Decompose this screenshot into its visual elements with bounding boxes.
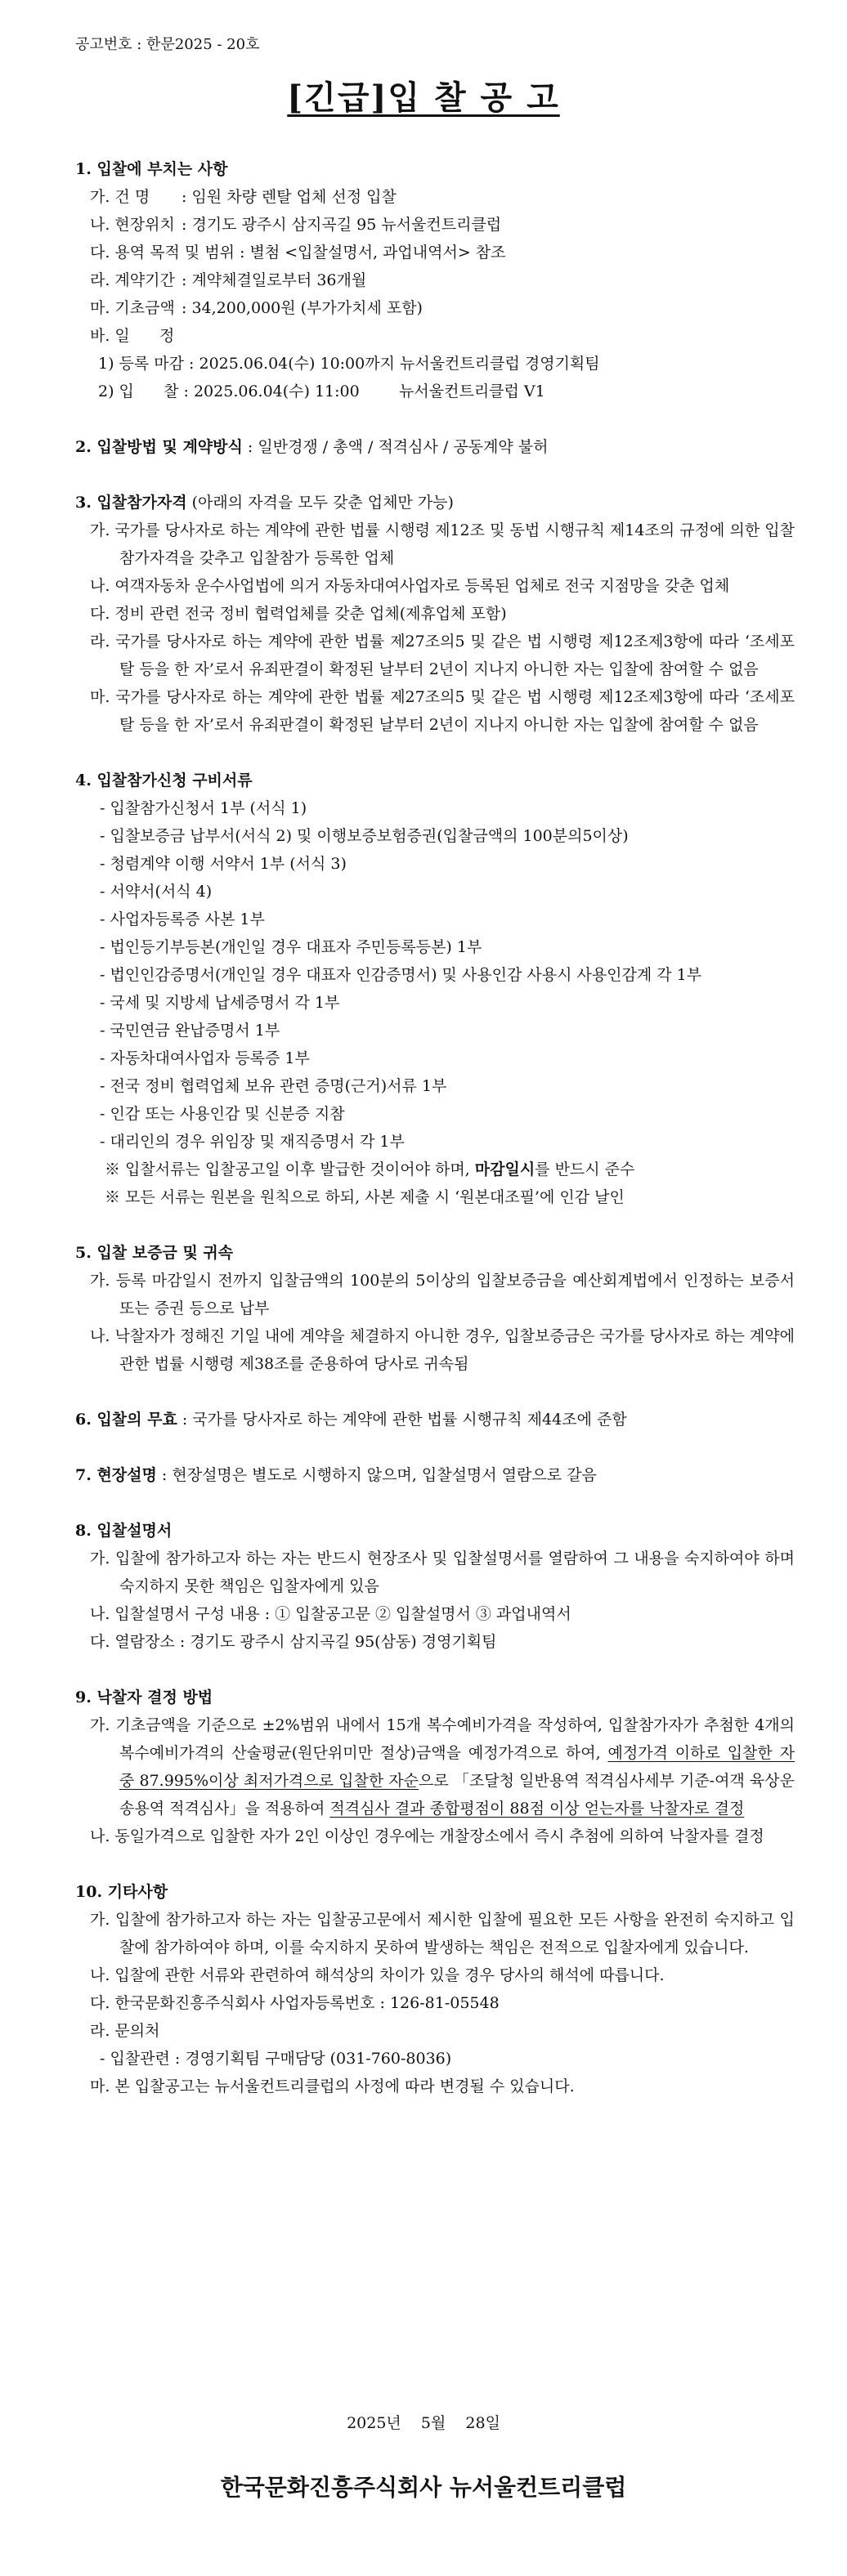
s1-item	[75, 294, 795, 322]
s8-item: 나. 입찰설명서 구성 내용 : ① 입찰공고문 ② 입찰설명서 ③ 과업내역서	[90, 1605, 571, 1623]
s4-note-deadline	[75, 1156, 795, 1183]
s10-item: 마. 본 입찰공고는 뉴서울컨트리클럽의 사정에 따라 변경될 수 있습니다.	[90, 2077, 575, 2095]
s3-item: 나. 여객자동차 운수사업법에 의거 자동차대여사업자로 등록된 업체로 전국 지점망을 갖춘 업체	[90, 577, 730, 595]
s9-text: 으로 「조달청 일반용역 적격심사세부 기준-여객 육상운송용역 적격심사」을 적용하여	[119, 1772, 795, 1818]
s4-item: - 국민연금 완납증명서 1부	[100, 1022, 280, 1040]
s1-item	[75, 322, 795, 350]
note-text: 를 반드시 준수	[535, 1161, 635, 1178]
s4-item: - 자동차대여사업자 등록증 1부	[100, 1049, 310, 1067]
s3-item: 가. 국가를 당사자로 하는 계약에 관한 법률 시행령 제12조 및 동법 시행규칙 제14조의 규정에 의한 입찰참가자격을 갖추고 입찰참가 등록한 업체	[90, 521, 795, 567]
section-7	[75, 1461, 795, 1489]
section-1	[75, 155, 795, 405]
section-4-heading: 4. 입찰참가신청 구비서류	[75, 771, 253, 789]
s3-item: 다. 정비 관련 전국 정비 협력업체를 갖춘 업체(제휴업체 포함)	[90, 605, 507, 623]
notice-body	[75, 155, 795, 2128]
section-7-heading: 7. 현장설명	[75, 1466, 157, 1484]
s8-item: 다. 열람장소 : 경기도 광주시 삼지곡길 95(삼동) 경영기획팀	[90, 1633, 497, 1651]
s4-item: - 전국 정비 협력업체 보유 관련 증명(근거)서류 1부	[100, 1077, 447, 1095]
s4-note-original: ※ 모든 서류는 원본을 원칙으로 하되, 사본 제출 시 ‘원본대조필’에 인감 날인	[105, 1188, 625, 1206]
s10-item: 다. 한국문화진흥주식회사 사업자등록번호 : 126-81-05548	[90, 1994, 500, 2012]
notice-date: 2025년 5월 28일	[347, 2414, 500, 2432]
s4-item: - 국세 및 지방세 납세증명서 각 1부	[100, 994, 340, 1012]
page-title	[0, 72, 847, 119]
s1-item-label: 마. 기초금액	[90, 299, 175, 317]
organization-name: 한국문화진흥주식회사 뉴서울컨트리클럽	[220, 2474, 627, 2501]
section-5-heading: 5. 입찰 보증금 및 귀속	[75, 1244, 234, 1262]
s1-item	[75, 239, 795, 266]
s10-contact: - 입찰관련 : 경영기획팀 구매담당 (031-760-8036)	[100, 2050, 452, 2068]
section-2	[75, 433, 795, 461]
s1-item-label: 바. 일 정	[90, 327, 175, 345]
section-5	[75, 1239, 795, 1378]
section-2-text: : 일반경쟁 / 총액 / 적격심사 / 공동계약 불허	[242, 438, 549, 456]
s5-item: 가. 등록 마감일시 전까지 입찰금액의 100분의 5이상의 입찰보증금을 예산회계법에서 인정하는 보증서 또는 증권 등으로 납부	[90, 1272, 795, 1317]
schedule-registration: 1) 등록 마감 : 2025.06.04(수) 10:00까지 뉴서울컨트리클럽 경영기획팀	[98, 355, 600, 373]
s1-item-label: 가. 건 명	[90, 188, 150, 206]
s10-item: 라. 문의처	[90, 2022, 160, 2040]
s4-item: - 청렴계약 이행 서약서 1부 (서식 3)	[100, 855, 347, 873]
section-10	[75, 1878, 795, 2100]
s1-item	[75, 266, 795, 294]
section-3-heading: 3. 입찰참가자격	[75, 494, 187, 512]
section-8-heading: 8. 입찰설명서	[75, 1522, 173, 1540]
section-6-heading: 6. 입찰의 무효	[75, 1411, 177, 1429]
section-7-text: : 현장설명은 별도로 시행하지 않으며, 입찰설명서 열람으로 갈음	[156, 1466, 597, 1484]
s4-item: - 법인등기부등본(개인일 경우 대표자 주민등록등본) 1부	[100, 938, 482, 956]
s1-item	[75, 183, 795, 211]
note-text: ※ 입찰서류는 입찰공고일 이후 발급한 것이어야 하며,	[105, 1161, 475, 1178]
section-6	[75, 1406, 795, 1433]
s1-item-value: : 34,200,000원 (부가가치세 포함)	[182, 299, 423, 317]
note-emphasis: 마감일시	[474, 1161, 536, 1178]
s4-item: - 대리인의 경우 위임장 및 재직증명서 각 1부	[100, 1133, 405, 1151]
s1-item-label: 라. 계약기간	[90, 271, 175, 289]
s1-item-value: : 계약체결일로부터 36개월	[182, 271, 367, 289]
s4-item: - 서약서(서식 4)	[100, 883, 213, 901]
s9-underlined: 적격심사 결과 종합평점이 88점 이상 얻는자를 낙찰자로 결정	[329, 1800, 745, 1818]
section-3-subtitle: (아래의 자격을 모두 갖춘 업체만 가능)	[186, 494, 454, 512]
s5-item: 나. 낙찰자가 정해진 기일 내에 계약을 체결하지 아니한 경우, 입찰보증금은 국가를 당사자로 하는 계약에 관한 법률 시행령 제38조를 준용하여 당사로 귀속됨	[90, 1327, 795, 1373]
s9-underlined: 예정가격 이하로 입찰한 자 중 87.995%이상 최저가격으로 입찰한 자순	[119, 1744, 795, 1790]
section-9	[75, 1684, 795, 1850]
s10-item: 가. 입찰에 참가하고자 하는 자는 입찰공고문에서 제시한 입찰에 필요한 모든 사항을 완전히 숙지하고 입찰에 참가하여야 하며, 이를 숙지하지 못하여 발생하는 책임은 전적으로 입찰자에게 있습니다.	[90, 1911, 795, 1957]
section-6-text: : 국가를 당사자로 하는 계약에 관한 법률 시행규칙 제44조에 준함	[177, 1411, 627, 1429]
s1-item-label: 다. 용역 목적 및 범위	[90, 244, 235, 262]
s9-item-na: 나. 동일가격으로 입찰한 자가 2인 이상인 경우에는 개찰장소에서 즉시 추첨에 의하여 낙찰자를 결정	[90, 1827, 764, 1845]
section-1-heading: 1. 입찰에 부치는 사항	[75, 160, 228, 178]
s4-item: - 법인인감증명서(개인일 경우 대표자 인감증명서) 및 사용인감 사용시 사용인감계 각 1부	[100, 966, 702, 984]
notice-number: 공고번호 : 한문2025 - 20호	[75, 36, 260, 53]
s8-item: 가. 입찰에 참가하고자 하는 자는 반드시 현장조사 및 입찰설명서를 열람하여 그 내용을 숙지하여야 하며 숙지하지 못한 책임은 입찰자에게 있음	[90, 1550, 795, 1595]
s10-item: 나. 입찰에 관한 서류와 관련하여 해석상의 차이가 있을 경우 당사의 해석에 따릅니다.	[90, 1966, 665, 1984]
schedule-bidding: 2) 입 찰 : 2025.06.04(수) 11:00 뉴서울컨트리클럽 V1	[98, 382, 545, 400]
s1-item-label: 나. 현장위치	[90, 216, 175, 234]
section-4	[75, 767, 795, 1211]
s1-item	[75, 211, 795, 239]
s4-item: - 입찰참가신청서 1부 (서식 1)	[100, 799, 307, 817]
s9-item-ga	[75, 1711, 795, 1822]
section-10-heading: 10. 기타사항	[75, 1883, 168, 1901]
s3-item: 라. 국가를 당사자로 하는 계약에 관한 법률 제27조의5 및 같은 법 시행령 제12조제3항에 따라 ‘조세포탈 등을 한 자’로서 유죄판결이 확정된 날부터 2년이 지나지 아니한 자는 입찰에 참여할 수 없음	[90, 633, 795, 678]
s1-item-value: : 임원 차량 렌탈 업체 선정 입찰	[182, 188, 397, 206]
section-3	[75, 489, 795, 739]
page-title-text: [긴급]입 찰 공 고	[287, 78, 560, 117]
section-2-heading: 2. 입찰방법 및 계약방식	[75, 438, 243, 456]
section-9-heading: 9. 낙찰자 결정 방법	[75, 1688, 213, 1706]
s3-item: 마. 국가를 당사자로 하는 계약에 관한 법률 제27조의5 및 같은 법 시행령 제12조제3항에 따라 ‘조세포탈 등을 한 자’로서 유죄판결이 확정된 날부터 2년이 지나지 아니한 자는 입찰에 참여할 수 없음	[90, 688, 795, 734]
s4-item: - 사업자등록증 사본 1부	[100, 910, 265, 928]
s1-item-value: : 경기도 광주시 삼지곡길 95 뉴서울컨트리클럽	[182, 216, 502, 234]
section-8	[75, 1517, 795, 1656]
s1-item-value: : 별첨 <입찰설명서, 과업내역서> 참조	[240, 244, 506, 262]
s4-item: - 인감 또는 사용인감 및 신분증 지참	[100, 1105, 345, 1123]
s4-item: - 입찰보증금 납부서(서식 2) 및 이행보증보험증권(입찰금액의 100분의5이상)	[100, 827, 629, 845]
s9-text: 가. 기초금액을 기준으로 ±2%범위 내에서 15개 복수예비가격을 작성하여, 입찰참가자가 추첨한 4개의 복수예비가격의 산술평균(원단위미만 절상)금액을 예정가격으로 하여,	[90, 1716, 795, 1762]
